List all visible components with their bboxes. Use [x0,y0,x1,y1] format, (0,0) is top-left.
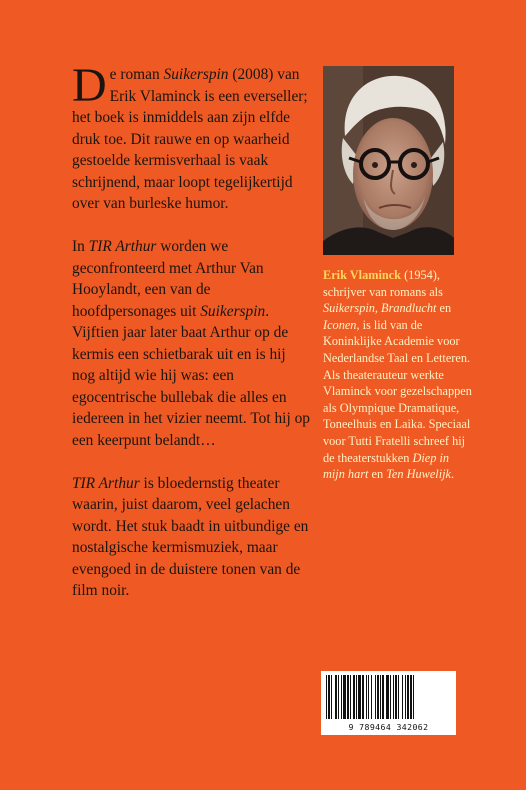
book-title-italic: TIR Arthur [72,474,140,492]
blurb-paragraph-1 [72,59,310,215]
play-title-italic: Diep in mijn hart [323,450,450,482]
book-title-italic: Iconen [323,317,357,332]
blurb-text-run: is bloedernstig theater waarin, juist daarom, veel gelachen wordt. Het stuk baadt in uitbundige en nostalgische kermismuziek, maar evengoed in de duistere tonen van de film noir. [72,474,309,599]
bio-text-run: en [436,301,452,316]
blurb-text-run: In [72,238,89,255]
author-portrait-icon [323,66,454,255]
book-title-italic: Suikerspin [200,302,266,320]
bio-text-run: , is lid van de Koninklijke Academie voor Nederlandse Taal en Letteren. [323,317,471,365]
book-title-italic: Suikerspin, Brandlucht [323,301,437,316]
ean-13-barcode-icon [326,675,451,719]
author-photo [323,66,454,255]
bio-text-run: Als theaterauteur werkte Vlaminck voor gezelschappen als Olympique Dramatique, Toneelhuis en Laika. Speciaal voor Tutti Fratelli schreef hij de theaterstukken [323,367,472,465]
blurb-text [72,59,310,623]
author-bio [323,267,473,483]
blurb-text-run: . Vijftien jaar later baat Arthur op de kermis een schietbarak uit en is hij nog altijd wie hij was: een egocentrische bullebak die alles en iedereen in het vizier neemt. Tot hij op een keerpunt belandt… [72,302,310,449]
play-title-italic: Ten Huwelijk [386,467,451,482]
bio-text-run: . [451,467,455,482]
bio-paragraph-1 [323,267,473,367]
blurb-text-run: e roman [109,66,164,83]
isbn-number: 9 789464 342062 [348,722,429,732]
blurb-paragraph-2 [72,236,310,451]
author-name: Erik Vlaminck [323,268,402,282]
bio-paragraph-2 [323,367,473,483]
blurb-text-run: (2008) van Erik Vlaminck is een everseller; het boek is inmiddels aan zijn elfde druk toe. Dit rauwe en op waarheid gestoelde kermisverhaal is vaak schrijnend, maar loopt tegelijkertijd over van burleske humor. [72,66,308,212]
bio-text-run: en [368,467,387,482]
book-title-italic: TIR Arthur [88,238,157,255]
drop-cap: D [72,59,107,112]
blurb-text-run: worden we geconfronteerd met Arthur Van Hooylandt, een van de hoofdpersonages uit [72,238,264,320]
book-title-italic: Suikerspin [163,66,229,83]
blurb-paragraph-3 [72,473,310,602]
isbn-barcode [321,671,456,735]
bio-text-run: (1954), schrijver van romans als [323,268,443,299]
